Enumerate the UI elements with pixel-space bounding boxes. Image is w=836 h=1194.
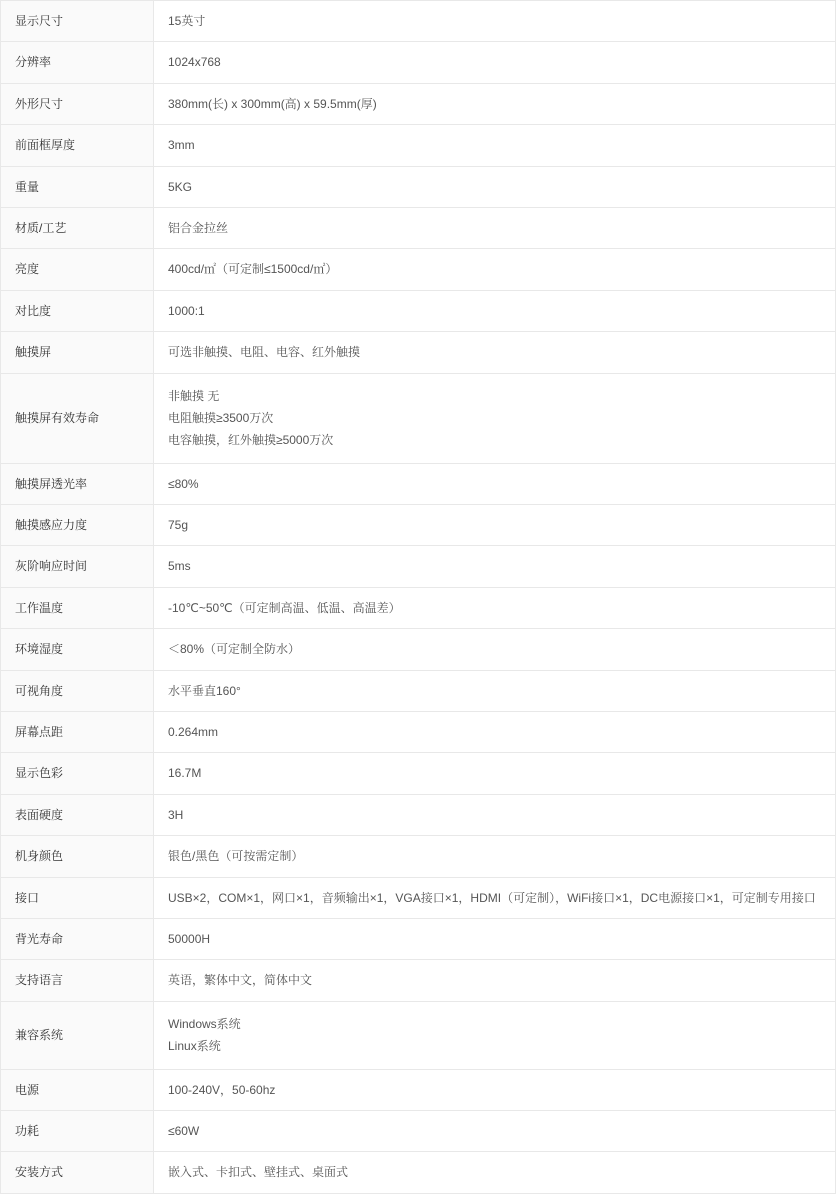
table-row (1, 373, 836, 463)
spec-value (154, 332, 836, 373)
spec-value (154, 960, 836, 1001)
table-row (1, 290, 836, 331)
table-row (1, 712, 836, 753)
table-row (1, 836, 836, 877)
spec-value (154, 290, 836, 331)
spec-value-line: -10℃~50℃（可定制高温、低温、高温差） (168, 600, 401, 615)
spec-value (154, 670, 836, 711)
spec-label: 对比度 (1, 290, 154, 331)
spec-value-line: 3H (168, 807, 184, 822)
table-row (1, 753, 836, 794)
spec-value (154, 712, 836, 753)
spec-label: 亮度 (1, 249, 154, 290)
spec-label: 工作温度 (1, 587, 154, 628)
table-row (1, 42, 836, 83)
spec-value (154, 505, 836, 546)
table-row (1, 463, 836, 504)
spec-value-line: 银色/黑色（可按需定制） (168, 849, 304, 864)
table-row (1, 207, 836, 248)
spec-value (154, 42, 836, 83)
spec-label: 显示色彩 (1, 753, 154, 794)
table-row (1, 83, 836, 124)
table-row (1, 629, 836, 670)
table-row (1, 332, 836, 373)
spec-value-line: 非触摸 无 (168, 388, 220, 403)
spec-value-line: USB×2，COM×1，网口×1，音频输出×1，VGA接口×1，HDMI（可定制），WiFi接口×1，DC电源接口×1，可定制专用接口 (168, 890, 816, 905)
table-row (1, 1110, 836, 1151)
spec-label: 电源 (1, 1069, 154, 1110)
spec-value-line: 3mm (168, 138, 195, 153)
table-row (1, 1152, 836, 1193)
spec-label: 前面框厚度 (1, 125, 154, 166)
spec-value-line: 50000H (168, 931, 211, 946)
spec-value (154, 1152, 836, 1193)
spec-value-line: ≤60W (168, 1123, 200, 1138)
spec-value-line: ≤80% (168, 476, 199, 491)
table-row (1, 505, 836, 546)
spec-value (154, 83, 836, 124)
spec-label: 触摸屏有效寿命 (1, 373, 154, 463)
spec-label: 灰阶响应时间 (1, 546, 154, 587)
spec-label: 机身颜色 (1, 836, 154, 877)
spec-label: 触摸屏透光率 (1, 463, 154, 504)
spec-value (154, 1110, 836, 1151)
spec-value (154, 166, 836, 207)
spec-value-line: 1000:1 (168, 303, 205, 318)
spec-value-line: 5KG (168, 179, 193, 194)
spec-value-line: 5ms (168, 559, 191, 574)
spec-value (154, 125, 836, 166)
spec-label: 分辨率 (1, 42, 154, 83)
spec-label: 安装方式 (1, 1152, 154, 1193)
table-row (1, 960, 836, 1001)
table-row (1, 587, 836, 628)
spec-label: 功耗 (1, 1110, 154, 1151)
spec-value (154, 836, 836, 877)
table-row (1, 670, 836, 711)
spec-value-line: Linux系统 (168, 1039, 221, 1054)
spec-value-line: 可选非触摸、电阻、电容、红外触摸 (168, 345, 361, 360)
spec-value-line: 0.264mm (168, 725, 219, 740)
spec-value-line: 75g (168, 518, 189, 533)
spec-value-line: 380mm(长) x 300mm(高) x 59.5mm(厚) (168, 96, 377, 111)
spec-value (154, 918, 836, 959)
spec-value (154, 1069, 836, 1110)
spec-value-line: 1024x768 (168, 55, 221, 70)
spec-label: 可视角度 (1, 670, 154, 711)
spec-value (154, 629, 836, 670)
spec-label: 触摸屏 (1, 332, 154, 373)
spec-value-line: 英语，繁体中文，简体中文 (168, 973, 313, 988)
spec-value-line: 电阻触摸≥3500万次 (168, 410, 274, 425)
table-row (1, 877, 836, 918)
spec-label: 兼容系统 (1, 1001, 154, 1069)
spec-value (154, 249, 836, 290)
spec-value (154, 546, 836, 587)
spec-value (154, 1, 836, 42)
spec-label: 材质/工艺 (1, 207, 154, 248)
spec-label: 触摸感应力度 (1, 505, 154, 546)
spec-value (154, 463, 836, 504)
spec-value (154, 587, 836, 628)
spec-value-line: 15英寸 (168, 14, 206, 28)
spec-value-line: 嵌入式、卡扣式、壁挂式、桌面式 (168, 1165, 349, 1180)
table-row (1, 918, 836, 959)
table-row (1, 1, 836, 42)
spec-label: 表面硬度 (1, 794, 154, 835)
spec-label: 外形尺寸 (1, 83, 154, 124)
table-row (1, 1001, 836, 1069)
spec-value (154, 1001, 836, 1069)
table-row (1, 794, 836, 835)
specification-table-body (1, 1, 836, 1194)
spec-value-line: 400cd/㎡（可定制≤1500cd/㎡） (168, 262, 338, 277)
table-row (1, 125, 836, 166)
spec-value-line: 铝合金拉丝 (168, 220, 229, 235)
spec-label: 环境湿度 (1, 629, 154, 670)
spec-value (154, 877, 836, 918)
spec-label: 支持语言 (1, 960, 154, 1001)
spec-value (154, 753, 836, 794)
spec-value-line: Windows系统 (168, 1016, 241, 1031)
spec-value (154, 794, 836, 835)
table-row (1, 249, 836, 290)
spec-value-line: 电容触摸，红外触摸≥5000万次 (168, 433, 334, 448)
spec-label: 背光寿命 (1, 918, 154, 959)
spec-value (154, 207, 836, 248)
spec-value-line: ＜80%（可定制全防水） (168, 642, 301, 657)
table-row (1, 546, 836, 587)
spec-label: 屏幕点距 (1, 712, 154, 753)
spec-value-line: 水平垂直160° (168, 683, 241, 698)
spec-label: 重量 (1, 166, 154, 207)
table-row (1, 1069, 836, 1110)
spec-value (154, 373, 836, 463)
spec-label: 显示尺寸 (1, 1, 154, 42)
spec-value-line: 100-240V，50-60hz (168, 1082, 276, 1097)
spec-label: 接口 (1, 877, 154, 918)
table-row (1, 166, 836, 207)
spec-value-line: 16.7M (168, 766, 202, 781)
